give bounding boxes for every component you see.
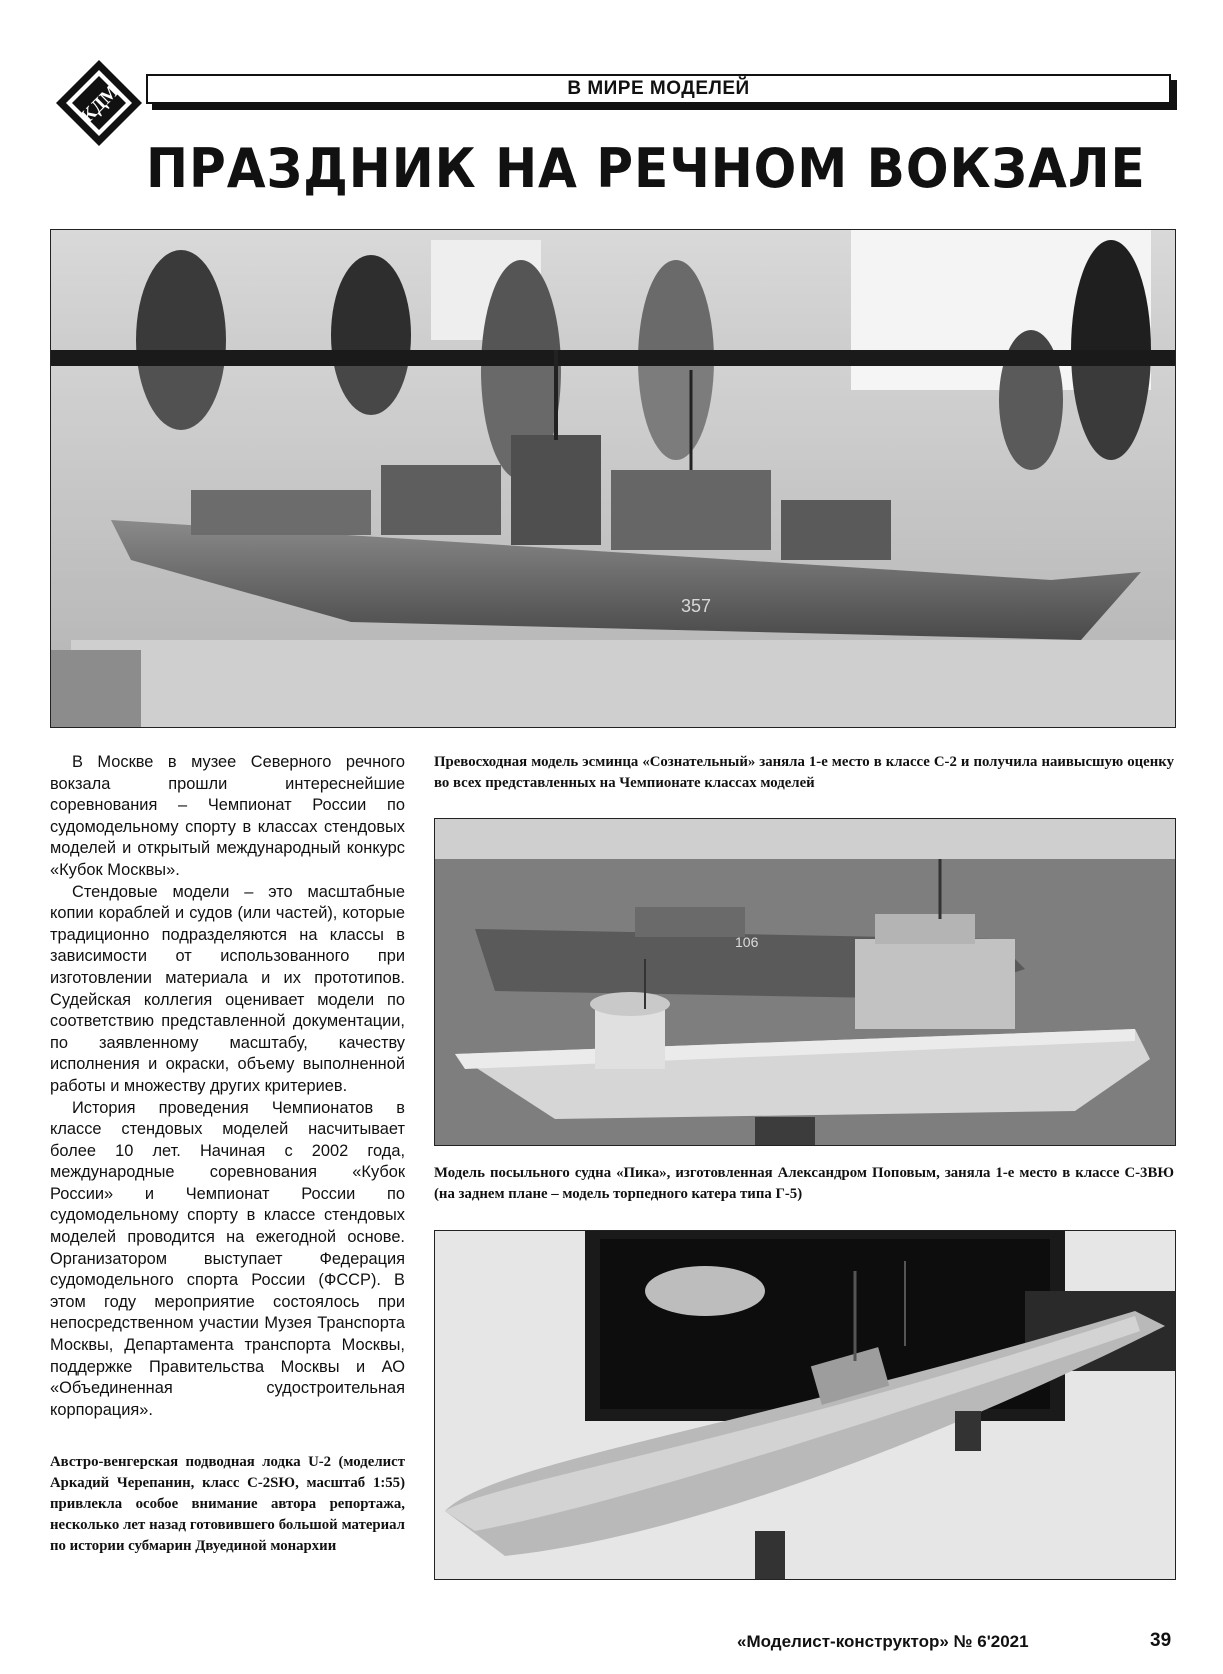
- article-body: [50, 752, 405, 1421]
- section-title: В МИРЕ МОДЕЛЕЙ: [567, 78, 750, 99]
- article-paragraph: В Москве в музее Северного речного вокзала прошли интереснейшие соревнования – Чемпионат России по судомодельному спорту в классах стендовых моделей и открытый международный конкурс «Кубок Москвы».: [50, 753, 405, 879]
- article-headline: ПРАЗДНИК НА РЕЧНОМ ВОКЗАЛЕ: [146, 137, 1146, 200]
- pika-model-photo: [434, 818, 1176, 1146]
- submarine-model-photo: [434, 1230, 1176, 1580]
- article-paragraph: Стендовые модели – это масштабные копии кораблей и судов (или частей), которые традиционно подразделяются на классы в зависимости от использованного при изготовлении материала и их прототипов. Судейская коллегия оценивает модели по соответствию представленной документации, по заявленному масштабу, качеству исполнения и окраски, объему выполненной работы и множеству других критериев.: [50, 882, 405, 1095]
- magazine-logo: [54, 58, 144, 148]
- magazine-issue: «Моделист-конструктор» № 6'2021: [737, 1632, 1029, 1651]
- torpedo-boat-hull-number: 106: [735, 934, 759, 950]
- submarine-caption: Австро-венгерская подводная лодка U-2 (моделист Аркадий Черепанин, класс С-2SЮ, масштаб 1:55) привлекла особое внимание автора репортажа, несколько лет назад готовившего большой материал по истории субмарин Двуединой монархии: [50, 1454, 405, 1554]
- page-number: 39: [1150, 1630, 1172, 1651]
- pika-caption: Модель посыльного судна «Пика», изготовленная Александром Поповым, заняла 1-е место в классе С-3ВЮ (на заднем плане – модель торпедного катера типа Г-5): [434, 1165, 1174, 1202]
- article-paragraph: История проведения Чемпионатов в классе стендовых моделей насчитывает более 10 лет. Начиная с 2002 года, международные соревнования «Кубок России» и Чемпионат России по судомодельному спорту в классе стендовых моделей проводится на ежегодной основе. Организатором выступает Федерация судомодельного спорта России (ФССР). В этом году мероприятие состоялось при непосредственном участии Музея Транспорта Москвы, Департамента транспорта Москвы, поддержке Правительства Москвы и АО «Объединенная судостроительная корпорация».: [50, 1098, 405, 1419]
- destroyer-hull-number: 357: [681, 596, 712, 616]
- destroyer-caption: Превосходная модель эсминца «Сознательный» заняла 1-е место в классе С-2 и получила наивысшую оценку во всех представленных на Чемпионате классах моделей: [434, 754, 1174, 791]
- section-banner: [146, 74, 1171, 104]
- logo-text: КДМ: [76, 80, 124, 128]
- destroyer-model-photo: [50, 229, 1176, 728]
